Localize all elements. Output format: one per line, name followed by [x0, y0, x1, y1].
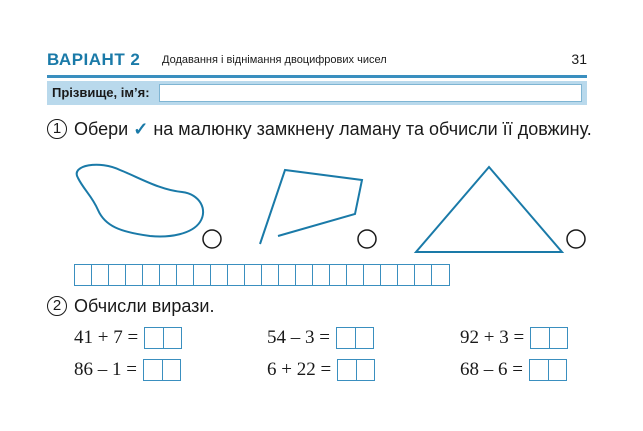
- answer-cell[interactable]: [92, 265, 109, 285]
- answer-cell[interactable]: [160, 265, 177, 285]
- expression-1: [74, 327, 182, 349]
- answer-cell[interactable]: [313, 265, 330, 285]
- answer-cell[interactable]: [347, 265, 364, 285]
- answer-box[interactable]: [144, 327, 182, 349]
- choice-circle-3[interactable]: [567, 230, 585, 248]
- expression-text: 41 + 7 =: [74, 327, 139, 348]
- expression-3: [460, 327, 568, 349]
- answer-cell[interactable]: [143, 265, 160, 285]
- answer-box[interactable]: [336, 327, 374, 349]
- answer-cell[interactable]: [398, 265, 415, 285]
- answer-cell[interactable]: [211, 265, 228, 285]
- answer-cell[interactable]: [126, 265, 143, 285]
- topic-title: Додавання і віднімання двоцифрових чисел: [162, 54, 387, 66]
- answer-cell[interactable]: [279, 265, 296, 285]
- answer-box[interactable]: [143, 359, 181, 381]
- task1-text-after: на малюнку замкнену ламану та обчисли її довжину.: [153, 119, 592, 139]
- expression-text: 54 – 3 =: [267, 327, 330, 348]
- task1-text-before: Обери: [74, 119, 129, 139]
- answer-cell-strip[interactable]: [74, 264, 450, 286]
- answer-cell[interactable]: [381, 265, 398, 285]
- expression-text: 6 + 22 =: [267, 359, 332, 380]
- answer-cell[interactable]: [432, 265, 449, 285]
- answer-cell[interactable]: [364, 265, 381, 285]
- choice-circle-2[interactable]: [358, 230, 376, 248]
- expression-text: 92 + 3 =: [460, 327, 525, 348]
- answer-cell[interactable]: [330, 265, 347, 285]
- expression-4: [74, 359, 181, 381]
- answer-box[interactable]: [337, 359, 375, 381]
- closed-curve-shape: [77, 165, 203, 237]
- choice-circle-1[interactable]: [203, 230, 221, 248]
- answer-cell[interactable]: [177, 265, 194, 285]
- answer-cell[interactable]: [296, 265, 313, 285]
- answer-cell[interactable]: [262, 265, 279, 285]
- page-number: 31: [571, 51, 587, 67]
- expression-2: [267, 327, 374, 349]
- name-label: Прізвище, ім’я:: [52, 85, 150, 100]
- expression-text: 86 – 1 =: [74, 359, 137, 380]
- expression-6: [460, 359, 567, 381]
- answer-cell[interactable]: [194, 265, 211, 285]
- expression-5: [267, 359, 375, 381]
- answer-cell[interactable]: [75, 265, 92, 285]
- checkmark-icon: ✓: [133, 119, 149, 139]
- task1-number: 1: [47, 119, 67, 139]
- variant-title: ВАРІАНТ 2: [47, 50, 141, 69]
- answer-box[interactable]: [529, 359, 567, 381]
- triangle-shape: [416, 167, 562, 252]
- answer-cell[interactable]: [245, 265, 262, 285]
- task2-text: Обчисли вирази.: [74, 296, 215, 316]
- answer-cell[interactable]: [109, 265, 126, 285]
- task2-number: 2: [47, 296, 67, 316]
- answer-box[interactable]: [530, 327, 568, 349]
- open-polyline-shape: [260, 170, 362, 244]
- answer-cell[interactable]: [415, 265, 432, 285]
- expression-text: 68 – 6 =: [460, 359, 523, 380]
- answer-cell[interactable]: [228, 265, 245, 285]
